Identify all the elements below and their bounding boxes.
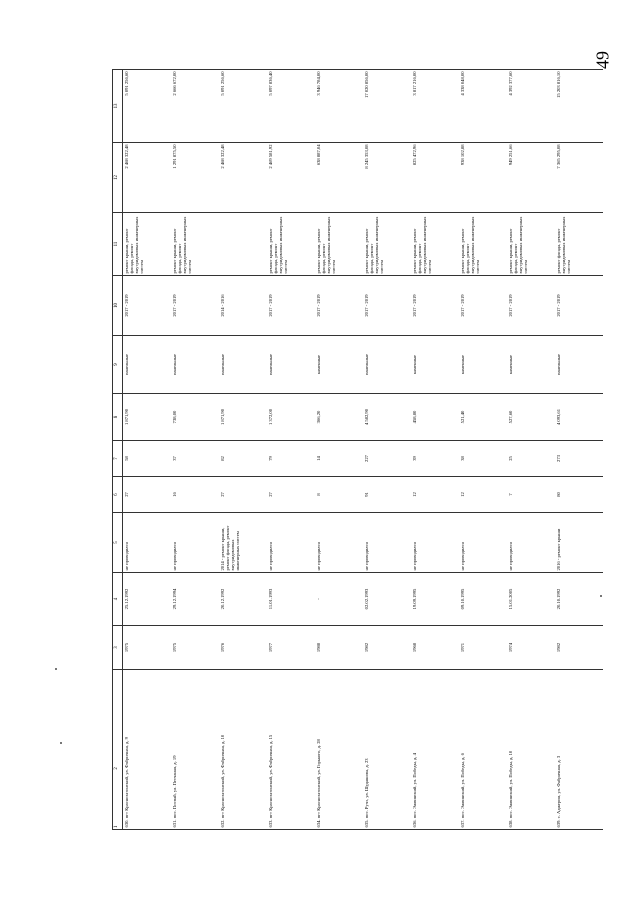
wall-material-cell: панельные [555,336,603,394]
last-repair-cell: 2016 - ремонт крыши [555,513,603,573]
last-repair-cell: не проводился [171,513,219,573]
address-cell: 631. пос. Поспай, ул. Песчаная, д. 19 [171,670,219,830]
planned-period-cell: 2017 - 2019 [555,276,603,336]
works-cell: ремонт крыши, ремонт фасада, ремонт внутридомовых инженерных систем [411,213,459,276]
total-cost-cell: 3 817 216,00 [411,70,459,143]
header-cell: 11 [113,213,123,276]
address-cell: 637. пос. Эжвинский, ул. Победы, д. 6 [459,670,507,830]
cost-cell: 7 365 295,08 [555,143,603,213]
apartments-cell: 16 [171,477,219,513]
last-repair-cell: не проводился [411,513,459,573]
table-row [459,70,507,830]
works-cell: ремонт крыши, ремонт фасада, ремонт внутридомовых инженерных систем [507,213,555,276]
last-repair-cell: не проводился [123,513,171,573]
apartments-cell: 12 [411,477,459,513]
total-cost-cell: 3 946 784,00 [315,70,363,143]
address-cell: 633. пгт Краснозатонский, ул. Фабричная, д. 15 [267,670,315,830]
table-row [507,70,555,830]
residents-cell: 25 [507,441,555,477]
address-cell: 632. пгт Краснозатонский, ул. Фабричная, д. 10 [219,670,267,830]
area-cell: 521,40 [459,394,507,441]
year-built-cell: 1971 [459,626,507,670]
table-row [363,70,411,830]
last-repair-cell: не проводился [507,513,555,573]
cost-cell: 638 887,04 [315,143,363,213]
cost-cell: 8 245 353,08 [363,143,411,213]
year-built-cell: 1988 [315,626,363,670]
last-repair-cell: не проводился [315,513,363,573]
total-cost-cell: 4 338 048,00 [459,70,507,143]
total-cost-cell: 15 203 816,10 [555,70,603,143]
table-row [123,70,171,830]
apartments-cell: 27 [123,477,171,513]
table-row [219,70,267,830]
works-cell [219,213,267,276]
residents-cell: 273 [555,441,603,477]
header-cell: 9 [113,336,123,394]
privatization-date-cell: - [315,573,363,626]
year-built-cell: 1982 [363,626,411,670]
last-repair-cell: не проводился [363,513,411,573]
year-built-cell: 1974 [507,626,555,670]
residents-cell: 14 [315,441,363,477]
residents-cell: 58 [123,441,171,477]
residents-cell: 39 [411,441,459,477]
privatization-date-cell: 25.12.1992 [123,573,171,626]
area-cell: 1 871,90 [123,394,171,441]
planned-period-cell: 2017 - 2019 [507,276,555,336]
year-built-cell: 1976 [219,626,267,670]
area-cell: 4 093,61 [555,394,603,441]
privatization-date-cell: 11.01.1993 [267,573,315,626]
year-built-cell: 1975 [171,626,219,670]
works-cell: ремонт крыши, ремонт фасада, ремонт внутридомовых инженерных систем [459,213,507,276]
works-cell: ремонт крыши, ремонт фасада, ремонт внутридомовых инженерных систем [363,213,411,276]
cost-cell: 1 291 875,50 [171,143,219,213]
residents-cell: 82 [219,441,267,477]
planned-period-cell: 2017 - 2019 [363,276,411,336]
year-built-cell: 1975 [123,626,171,670]
area-cell: 366,20 [315,394,363,441]
header-cell: 12 [113,143,123,213]
residents-cell: 79 [267,441,315,477]
privatization-date-cell: 19.09.1995 [411,573,459,626]
works-cell: ремонт крыши, ремонт фасада, ремонт внутридомовых инженерных систем [171,213,219,276]
wall-material-cell: панельные [219,336,267,394]
page-number: 49 [592,51,613,69]
planned-period-cell: 2017 - 2019 [267,276,315,336]
total-cost-cell: 5 097 836,40 [267,70,315,143]
total-cost-cell: 5 091 256,60 [123,70,171,143]
wall-material-cell: каменные [315,336,363,394]
address-cell: 636. пос. Эжвинский, ул. Победы, д. 4 [411,670,459,830]
scan-mark [60,742,62,744]
apartments-cell: 91 [363,477,411,513]
table-row [411,70,459,830]
planned-period-cell: 2017 - 2019 [411,276,459,336]
area-cell: 1 372,00 [267,394,315,441]
wall-material-cell: панельные [363,336,411,394]
address-cell: 634. пгт Краснозатонский, ул. Горького, д. 28 [315,670,363,830]
table-row [171,70,219,830]
privatization-date-cell: 20.12.1992 [219,573,267,626]
privatization-date-cell: 09.10.1995 [459,573,507,626]
cost-cell: 949 251,66 [507,143,555,213]
works-cell: ремонт крыши, ремонт фасада, ремонт внутридомовых инженерных систем [267,213,315,276]
address-cell: 630. пгт Краснозатонский, ул. Фабричная, д. 9 [123,670,171,830]
apartments-cell: 27 [219,477,267,513]
wall-material-cell: каменные [411,336,459,394]
area-cell: 1 871,90 [219,394,267,441]
header-cell: 10 [113,276,123,336]
header-cell: 4 [113,573,123,626]
year-built-cell: 1968 [411,626,459,670]
cost-cell: 2 468 322,48 [123,143,171,213]
apartments-cell: 12 [459,477,507,513]
residents-cell: 38 [459,441,507,477]
last-repair-cell: не проводился [459,513,507,573]
area-cell: 458,80 [411,394,459,441]
scan-mark [55,668,57,670]
works-cell: ремонт фасада, ремонт внутридомовых инженерных систем [555,213,603,276]
area-cell: 527,60 [507,394,555,441]
privatization-date-cell: 02.02.1993 [363,573,411,626]
year-built-cell: 1977 [267,626,315,670]
wall-material-cell: панельные [123,336,171,394]
total-cost-cell: 5 091 256,60 [219,70,267,143]
total-cost-cell: 2 666 672,00 [171,70,219,143]
privatization-date-cell: 20.10.1992 [555,573,603,626]
year-built-cell: 1982 [555,626,603,670]
header-cell: 7 [113,441,123,477]
address-cell: 639. с. Аджером, ул. Фабричная, д. 3 [555,670,603,830]
table-row [315,70,363,830]
area-cell: 4 582,90 [363,394,411,441]
header-cell: 6 [113,477,123,513]
planned-period-cell: 2017 - 2019 [459,276,507,336]
wall-material-cell: панельные [171,336,219,394]
table-row [267,70,315,830]
apartments-cell: 27 [267,477,315,513]
cost-cell: 825 472,96 [411,143,459,213]
header-cell: 5 [113,513,123,573]
area-cell: 738,00 [171,394,219,441]
header-cell: 13 [113,70,123,143]
address-cell: 635. пос. Ручэ, ул. Шудашова, д. 23 [363,670,411,830]
header-cell: 8 [113,394,123,441]
header-cell: 3 [113,626,123,670]
apartments-cell: 8 [315,477,363,513]
wall-material-cell: каменные [459,336,507,394]
wall-material-cell: панельные [267,336,315,394]
privatization-date-cell: 15.01.2005 [507,573,555,626]
planned-period-cell: 2017 - 2019 [315,276,363,336]
privatization-date-cell: 29.12.1994 [171,573,219,626]
total-cost-cell: 4 392 377,60 [507,70,555,143]
header-cell: 12 [113,670,123,830]
buildings-table [112,69,603,830]
header-row [113,70,123,830]
works-cell: ремонт крыши, ремонт фасада, ремонт внутридомовых инженерных систем [315,213,363,276]
apartments-cell: 7 [507,477,555,513]
address-cell: 638. пос. Эжвинский, ул. Победы, д. 10 [507,670,555,830]
cost-cell: 2 468 322,48 [219,143,267,213]
table-row [555,70,603,830]
last-repair-cell: 2014 - ремонт крыши, ремонт фасада, ремонт внутридомовых инженерных систем [219,513,267,573]
cost-cell: 2 469 581,92 [267,143,315,213]
last-repair-cell: не проводился [267,513,315,573]
cost-cell: 938 102,88 [459,143,507,213]
wall-material-cell: каменные [507,336,555,394]
rotated-table-wrapper [112,70,617,830]
planned-period-cell: 2014 - 2016 [219,276,267,336]
planned-period-cell: 2017 - 2019 [171,276,219,336]
residents-cell: 227 [363,441,411,477]
works-cell: ремонт крыши, ремонт фасада, ремонт внутридомовых инженерных систем [123,213,171,276]
total-cost-cell: 17 020 856,00 [363,70,411,143]
residents-cell: 37 [171,441,219,477]
planned-period-cell: 2017 - 2019 [123,276,171,336]
apartments-cell: 80 [555,477,603,513]
